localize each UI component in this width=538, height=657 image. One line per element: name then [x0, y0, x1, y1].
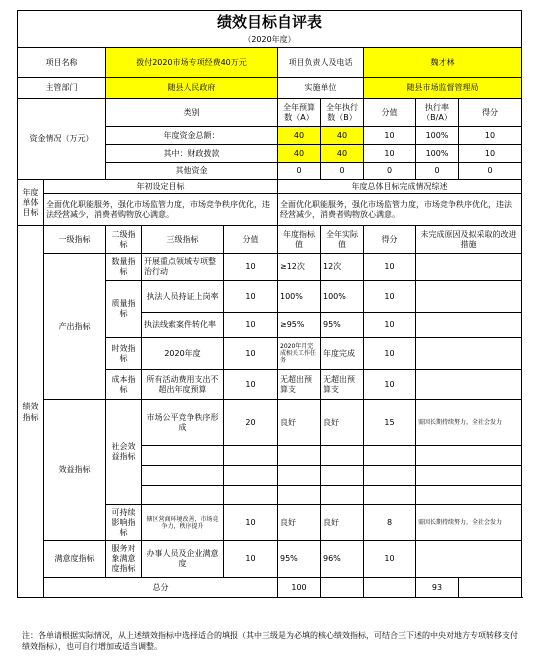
goal-actual-text: 全面优化职能服务，强化市场监管力度，市场竞争秩序优化，违法经营减少，消费者购物放心满意。 [278, 194, 522, 226]
sustain-indicator-label: 可持续影响指标 [106, 505, 142, 541]
funds-total-budget: 40 [278, 127, 321, 145]
q2-reason [416, 281, 522, 313]
q3-name: 执法线索案件转化率 [142, 313, 224, 338]
s2-reason: 需因长期持续努力，全社会发力 [416, 505, 522, 541]
s-blank-2-name [142, 466, 224, 486]
q3-reason [416, 313, 522, 338]
unit-label: 实施单位 [278, 78, 364, 99]
s-blank-2-score [224, 466, 278, 486]
t1-got: 10 [364, 338, 416, 370]
funds-fiscal-got: 10 [459, 145, 522, 163]
c1-score: 10 [224, 370, 278, 400]
footnote: 注：各单请根据实际情况，从上述绩效指标中选择适合的填报（其中三级是为必填的核心绩效指标，可结合三下述的中央对地方专项转移支付绩效指标），也可自行增加或适当调整。 [22, 631, 518, 651]
funds-header-budget: 全年预算数（A） [278, 99, 321, 127]
total-score: 100 [278, 578, 321, 598]
c1-target: 无超出预算支 [278, 370, 321, 400]
funds-header-executed: 全年执行数（B） [321, 99, 364, 127]
funds-other-got: 0 [459, 163, 522, 180]
funds-other-rate: 0 [416, 163, 459, 180]
funds-header-got: 得分 [459, 99, 522, 127]
funds-other-executed: 0 [321, 163, 364, 180]
q3-score: 10 [224, 313, 278, 338]
satisfaction-indicator-label: 满意度指标 [44, 541, 106, 578]
output-indicator-label: 产出指标 [44, 254, 106, 400]
funds-fiscal-score: 10 [364, 145, 416, 163]
c1-actual: 无超出预算支 [321, 370, 364, 400]
s-blank-2-target [278, 466, 321, 486]
s-blank-1-target [278, 446, 321, 466]
form-year: （2020年度） [18, 33, 522, 48]
c1-name: 所有活动费用支出不超出年度预算 [142, 370, 224, 400]
q2-name: 执法人员持证上岗率 [142, 281, 224, 313]
m1-actual: 96% [321, 541, 364, 578]
s-blank-1-got [364, 446, 416, 466]
funds-fiscal-rate: 100% [416, 145, 459, 163]
cost-indicator-label: 成本指标 [106, 370, 142, 400]
goal-planned-header: 年初设定目标 [44, 180, 278, 194]
benefit-indicator-label: 效益指标 [44, 400, 106, 541]
s1-name: 市场公平竞争秩序形成 [142, 400, 224, 446]
funds-fiscal-budget: 40 [278, 145, 321, 163]
q1-name: 开展重点领域专项整治行动 [142, 254, 224, 281]
q2-got: 10 [364, 281, 416, 313]
s1-reason: 需因长期持续努力，全社会发力 [416, 400, 522, 446]
s-blank-2-got [364, 466, 416, 486]
service-indicator-label: 服务对象满意度指标 [106, 541, 142, 578]
q1-reason [416, 254, 522, 281]
t1-score: 10 [224, 338, 278, 370]
s-blank-2-actual [321, 466, 364, 486]
q1-score: 10 [224, 254, 278, 281]
perf-header-target: 年度指标值 [278, 226, 321, 254]
s1-actual: 良好 [321, 400, 364, 446]
m1-got: 10 [364, 541, 416, 578]
goal-planned-text: 全面优化职能服务，强化市场监管力度，市场竞争秩序优化，违法经营减少，消费者购物放心满意。 [44, 194, 278, 226]
total-target [321, 578, 364, 598]
s1-target: 良好 [278, 400, 321, 446]
s-blank-3-score [224, 486, 278, 505]
dept-label: 主管部门 [18, 78, 106, 99]
funds-header-rate: 执行率（B/A） [416, 99, 459, 127]
funds-header-category: 类别 [106, 99, 278, 127]
c1-got: 10 [364, 370, 416, 400]
t1-reason [416, 338, 522, 370]
c1-reason [416, 370, 522, 400]
funds-other-score: 0 [364, 163, 416, 180]
m1-score: 10 [224, 541, 278, 578]
s1-got: 15 [364, 400, 416, 446]
q2-target: 100% [278, 281, 321, 313]
q2-actual: 100% [321, 281, 364, 313]
funds-total-label: 年度资金总额： [106, 127, 278, 145]
m1-target: 95% [278, 541, 321, 578]
quantity-indicator-label: 数量指标 [106, 254, 142, 281]
s-blank-3-reason [416, 486, 522, 505]
s1-score: 20 [224, 400, 278, 446]
s2-name: 辖区营商环境改善，市场竞争力，秩序提升 [142, 505, 224, 541]
t1-name: 2020年度 [142, 338, 224, 370]
perf-header-level1: 一级指标 [44, 226, 106, 254]
funds-total-got: 10 [459, 127, 522, 145]
unit-value: 随县市场监督管理局 [364, 78, 522, 99]
s-blank-3-actual [321, 486, 364, 505]
total-reason [459, 578, 522, 598]
t1-target: 2020年月完成相关工作任务 [278, 338, 321, 370]
s-blank-3-target [278, 486, 321, 505]
form-title: 绩效目标自评表 [18, 11, 522, 34]
funds-header-score: 分值 [364, 99, 416, 127]
total-got: 93 [416, 578, 459, 598]
s2-score: 10 [224, 505, 278, 541]
m1-name: 办事人员及企业满意度 [142, 541, 224, 578]
s-blank-2-reason [416, 466, 522, 486]
funds-total-rate: 100% [416, 127, 459, 145]
perf-label-text: 绩效指标 [22, 401, 39, 422]
t1-actual: 年度完成 [321, 338, 364, 370]
perf-header-score: 分值 [224, 226, 278, 254]
q1-actual: 12次 [321, 254, 364, 281]
owner-label: 项目负责人及电话 [278, 48, 364, 78]
time-indicator-label: 时效指标 [106, 338, 142, 370]
perf-header-actual: 全年实际值 [321, 226, 364, 254]
q1-got: 10 [364, 254, 416, 281]
s2-target: 良好 [278, 505, 321, 541]
s-blank-3-got [364, 486, 416, 505]
funds-label: 资金情况（万元） [18, 99, 106, 180]
s2-got: 8 [364, 505, 416, 541]
perf-header-level3: 三级指标 [142, 226, 224, 254]
q1-target: ≥12次 [278, 254, 321, 281]
project-name-value: 拨付2020市场专项经费40万元 [106, 48, 278, 78]
evaluation-table [17, 10, 522, 598]
perf-header-level2: 二级指标 [106, 226, 142, 254]
funds-fiscal-label: 其中：财政拨款 [106, 145, 278, 163]
m1-reason [416, 541, 522, 578]
q3-got: 10 [364, 313, 416, 338]
funds-fiscal-executed: 40 [321, 145, 364, 163]
perf-label [18, 226, 44, 598]
s-blank-1-score [224, 446, 278, 466]
dept-value: 随县人民政府 [106, 78, 278, 99]
q3-actual: 95% [321, 313, 364, 338]
q3-target: ≥95% [278, 313, 321, 338]
quality-indicator-label: 质量指标 [106, 281, 142, 338]
s2-actual: 良好 [321, 505, 364, 541]
perf-header-got: 得分 [364, 226, 416, 254]
s-blank-1-reason [416, 446, 522, 466]
funds-other-label: 其他资金 [106, 163, 278, 180]
total-actual [364, 578, 416, 598]
funds-total-executed: 40 [321, 127, 364, 145]
goal-label: 年度单体目标 [18, 180, 44, 226]
q2-score: 10 [224, 281, 278, 313]
funds-total-score: 10 [364, 127, 416, 145]
evaluation-form [17, 10, 522, 598]
project-name-label: 项目名称 [18, 48, 106, 78]
total-label: 总分 [44, 578, 278, 598]
s-blank-3-name [142, 486, 224, 505]
s-blank-1-name [142, 446, 224, 466]
goal-actual-header: 年度总体目标完成情况综述 [278, 180, 522, 194]
s-blank-1-actual [321, 446, 364, 466]
owner-value: 魏才林 [364, 48, 522, 78]
social-indicator-label: 社会效益指标 [106, 400, 142, 505]
funds-other-budget: 0 [278, 163, 321, 180]
perf-header-reason: 未完成原因及拟采取的改进措施 [416, 226, 522, 254]
